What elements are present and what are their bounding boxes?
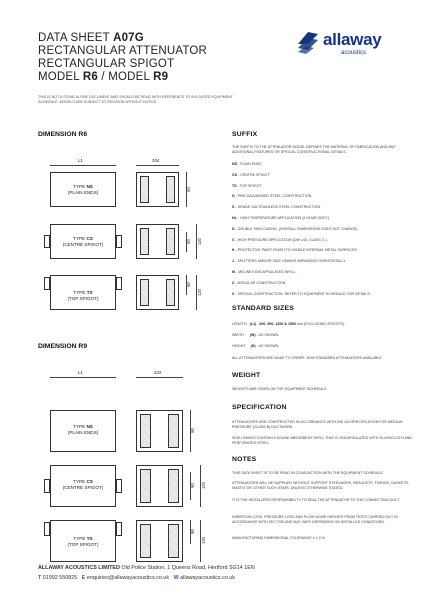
r6-depth-label: 204 — [152, 158, 160, 163]
r6-ts-height2-label: 120 — [197, 289, 202, 296]
r9-ts-height-label: 90 — [189, 529, 195, 534]
r6-ts-end-view — [136, 275, 179, 310]
r9-ns-end-view — [136, 410, 183, 452]
r9-depth-label: 222 — [154, 370, 162, 375]
r6-ts-spigot-left — [44, 277, 50, 290]
logo-mark-icon — [296, 30, 320, 56]
r6-l1-label: L1 — [78, 158, 83, 163]
r6-cs-label: TYPE CS (CENTRE SPIGOT) — [62, 236, 104, 247]
r6-ns-label: TYPE NS (PLAIN ENDS) — [67, 184, 99, 195]
notes-item-4: INSERTION LOSS, PRESSURE LOSS AND FLOW NOISE DERIVED FROM TESTS CARRIED OUT IN ACCORDANCE WITH ISO 7235 AND MAY VARY DEPENDING ON INSTALLED CONDITIONS. — [232, 515, 398, 525]
suffix-heading: SUFFIX — [232, 131, 258, 138]
suffix-item: G - PRE-GALVANISED STEEL CONSTRUCTION. — [232, 194, 313, 199]
logo-sub: acoustics — [341, 50, 367, 56]
footer-web-link[interactable]: allawayacoustics.co.uk — [180, 575, 236, 581]
footer-contact: T 01992 550825 E enquiries@allawayacoustics.co.uk W allawayacoustics.co.uk — [38, 575, 236, 581]
notes-item-2: ATTENUATORS WILL BE SUPPLIED WITHOUT SUPPORT STEELWORK, BRACKETS, FIXINGS, GASKETS, MASTIC OR OTHER SUCH ITEMS, UNLESS OTHERWISE STATED. — [232, 481, 409, 491]
r9-cs-height-label: 90 — [189, 483, 195, 488]
logo-name: allaway — [323, 30, 382, 49]
weight-text: WEIGHTS ARE GIVEN ON THE EQUIPMENT SCHEDULE. — [232, 387, 328, 391]
dimension-r9-heading: DIMENSION R9 — [38, 343, 88, 350]
r6-cs-end-view — [136, 224, 179, 259]
notes-item-1: THIS DATA SHEET IS TO BE READ IN CONJUNCTION WITH THE EQUIPMENT SCHEDULE. — [232, 471, 384, 475]
r6-l1-dim-line — [50, 165, 116, 166]
r6-cs-height-label: 60 — [185, 239, 191, 244]
specification-p1: ATTENUATORS ARE CONSTRUCTED IN ACCORDANCE WITH DW 144 SPECIFICATION FOR MEDIUM PRESSURE (CLASS B) DUCTWORK. — [232, 420, 403, 430]
r6-cs-spigot-right — [116, 235, 122, 248]
suffix-item: TS - TOP SPIGOT — [232, 183, 262, 188]
weight-heading: WEIGHT — [232, 372, 261, 379]
footer-email-link[interactable]: enquiries@allawayacoustics.co.uk — [86, 575, 170, 581]
r9-cs-end-view — [136, 465, 183, 507]
r9-ts-spigot-left — [44, 522, 50, 536]
standard-sizes-width: WIDTH (W) - AS SHOWN. — [232, 333, 280, 337]
r9-l1-label: L1 — [78, 370, 83, 375]
suffix-item: S - GRADE 316 STAINLESS STEEL CONSTRUCTION. — [232, 205, 322, 210]
suffix-item: HL - HIGH TEMPERATURE APPLICATION (2 HOUR 300°C). — [232, 215, 331, 220]
dimension-r6-heading: DIMENSION R6 — [38, 131, 88, 138]
suffix-intro: THE SUFFIX TO THE ATTENUATOR MODEL DEFINES THE MATERIAL OF FABRICATION AND ANY ADDITIONAL FEATURES OR SPECIAL CONSTRUCTIONAL DETAILS. — [232, 145, 396, 155]
r9-ts-end-view — [136, 520, 183, 562]
datasheet-title-line1: DATA SHEET A07G — [38, 32, 144, 44]
r6-ns-height-label: 60 — [185, 187, 191, 192]
standard-sizes-heading: STANDARD SIZES — [232, 305, 294, 312]
footer-address: ALLAWAY ACOUSTICS LIMITED Old Police Station, 1 Queens Road, Hertford SG14 1EN — [38, 565, 255, 571]
r6-ns-end-view — [136, 172, 179, 207]
r6-ts-label: TYPE TS (TOP SPIGOT) — [67, 290, 99, 301]
standard-sizes-note: ALL ATTENUATORS ARE MADE TO ORDER. NON STANDARD ATTENUATORS AVAILABLE. — [232, 356, 383, 360]
suffix-item: K - PROTECTIVE PAINT FINISH TO VISIBLE INTERNAL METAL SURFACES. — [232, 248, 358, 253]
r9-l1-dim-line — [50, 377, 116, 378]
suffix-item: M - MELINEX ENCAPSULATED INFILL. — [232, 269, 297, 274]
suffix-item: X - SPECIAL CONSTRUCTION. REFER TO EQUIPMENT SCHEDULE FOR DETAILS. — [232, 291, 371, 296]
footer-phone[interactable]: 01992 550825 — [42, 575, 78, 581]
standard-sizes-height: HEIGHT (H) - AS SHOWN. — [232, 344, 280, 348]
r6-ts-height-label: 60 — [185, 282, 191, 287]
suffix-item: J - SPLITTERS AND/OR SIDE LININGS ARRANGED HORIZONTALLY. — [232, 259, 347, 264]
r9-cs-height2-label: 120 — [201, 482, 206, 489]
suffix-item: Z - MODULAR CONSTRUCTION. — [232, 280, 287, 285]
r6-cs-height2-label: 120 — [197, 238, 202, 245]
standard-sizes-length: LENGTH (L1) - 600, 900, 1200 & 1500 mm (EXCLUDING SPIGOTS). — [232, 322, 346, 326]
r9-cs-label: TYPE CS (CENTRE SPIGOT) — [62, 479, 104, 490]
suffix-item: D - DOUBLE SKIN CASING. (OVERALL DIMENSIONS DOES NOT CHANGE). — [232, 226, 359, 231]
specification-p2: SIDE LININGS CONTAIN A SOUND ABSORBENT INFILL THAT IS ENCAPSULATED WITH GLASSCLOTH AND PERFORATED STEEL. — [232, 436, 412, 446]
suffix-list — [232, 162, 414, 302]
allaway-logo — [296, 28, 396, 64]
r9-ts-height2-label: 120 — [201, 537, 206, 544]
specification-heading: SPECIFICATION — [232, 404, 287, 411]
r9-ns-height-label: 90 — [189, 428, 195, 433]
notes-item-5: MANUFACTURING DIMENSIONAL TOLERANCE ± 1.0 %. — [232, 536, 326, 540]
r9-ns-label: TYPE NS (PLAIN ENDS) — [67, 424, 99, 435]
datasheet-title-line2: RECTANGULAR ATTENUATOR — [38, 45, 208, 57]
notes-item-3: IT IS THE INSTALLERS RESPONSIBILITY TO SEAL THE ATTENUATOR TO THE CONNECTING DUCT. — [232, 498, 401, 502]
suffix-item: NS - PLAIN ENDS — [232, 162, 262, 166]
datasheet-title-line3: RECTANGULAR SPIGOT — [38, 58, 175, 70]
suffix-item: C - HIGH PRESSURE APPLICATION (DW 144, CLASS C ). — [232, 237, 328, 242]
r9-ts-spigot-right — [116, 522, 122, 536]
r9-ts-label: TYPE TS (TOP SPIGOT) — [67, 536, 99, 547]
notes-heading: NOTES — [232, 456, 257, 463]
r6-depth-dim-line — [136, 165, 179, 166]
datasheet-subnote: THIS IS NOT A STAND ALONE DOCUMENT AND SHOULD BE READ WITH REFERENCE TO IN A DATED EQUIPMENT SCHEDULE. MODELS ARE SUBJECT TO REVISION WITHOUT NOTICE. — [38, 95, 233, 105]
suffix-item: CS - CENTRE SPIGOT — [232, 172, 270, 177]
r9-cs-spigot-right — [116, 479, 122, 493]
r6-ts-spigot-right — [116, 277, 122, 290]
r9-depth-dim-line — [136, 377, 183, 378]
datasheet-title-line4: MODEL R6 / MODEL R9 — [38, 71, 169, 83]
